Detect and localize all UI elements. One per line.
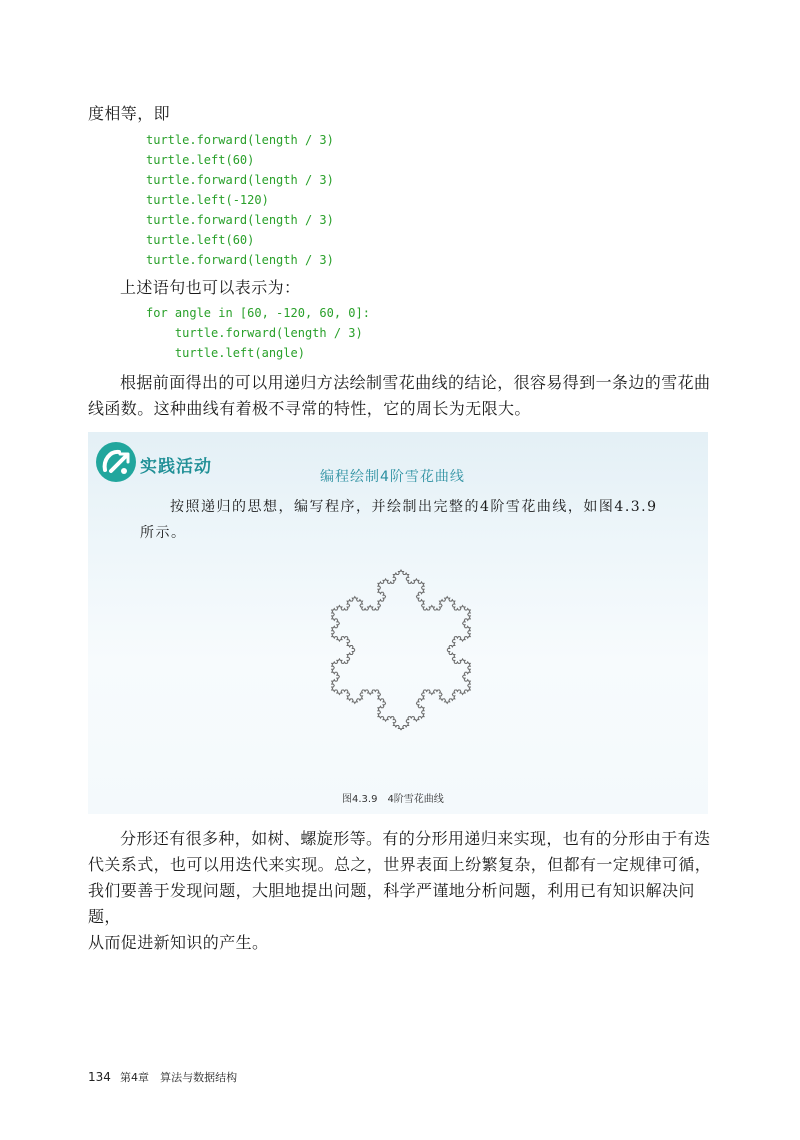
paragraph-line: 从而促进新知识的产生。 — [88, 933, 269, 952]
paragraph-1 — [88, 370, 718, 422]
alt-statement-line: 上述语句也可以表示为： — [120, 278, 301, 297]
paragraph-line: 根据前面得出的可以用递归方法绘制雪花曲线的结论，很容易得到一条边的雪花曲 — [120, 373, 711, 392]
activity-text-line: 所示。 — [140, 525, 187, 541]
code-line: turtle.forward(length / 3) — [146, 253, 334, 267]
activity-badge-label: 实践活动 — [140, 457, 212, 477]
code-block-1 — [146, 130, 334, 270]
intro-line: 度相等，即 — [88, 104, 171, 123]
code-line: turtle.left(-120) — [146, 193, 269, 207]
page-number: 134 — [88, 1070, 111, 1084]
practice-activity-panel — [88, 432, 708, 814]
code-line: for angle in [60, -120, 60, 0]: — [146, 306, 370, 320]
code-line: turtle.forward(length / 3) — [146, 326, 363, 340]
paragraph-2 — [88, 826, 718, 956]
activity-text-line: 按照递归的思想，编写程序，并绘制出完整的4阶雪花曲线，如图4.3.9 — [170, 499, 658, 515]
koch-snowflake-curve — [332, 570, 471, 730]
code-line: turtle.left(60) — [146, 233, 255, 247]
code-line: turtle.forward(length / 3) — [146, 213, 334, 227]
figure-caption: 图4.3.9 4阶雪花曲线 — [342, 794, 444, 805]
chapter-title: 算法与数据结构 — [160, 1071, 238, 1084]
code-line: turtle.forward(length / 3) — [146, 133, 334, 147]
activity-title: 编程绘制4阶雪花曲线 — [320, 469, 465, 485]
code-block-2 — [146, 303, 370, 363]
code-line: turtle.left(60) — [146, 153, 255, 167]
paragraph-line: 我们要善于发现问题，大胆地提出问题，科学严谨地分析问题，利用已有知识解决问题， — [88, 881, 695, 926]
chapter-label: 第4章 — [120, 1071, 149, 1084]
activity-badge-icon — [96, 442, 136, 482]
page-footer — [88, 1066, 237, 1085]
paragraph-line: 分形还有很多种，如树、螺旋形等。有的分形用递归来实现，也有的分形由于有迭 — [120, 829, 711, 848]
code-line: turtle.forward(length / 3) — [146, 173, 334, 187]
paragraph-line: 代关系式，也可以用迭代来实现。总之，世界表面上纷繁复杂，但都有一定规律可循， — [88, 855, 712, 874]
koch-snowflake-figure — [288, 534, 514, 766]
paragraph-line: 线函数。这种曲线有着极不寻常的特性，它的周长为无限大。 — [88, 399, 531, 418]
code-line: turtle.left(angle) — [146, 346, 305, 360]
